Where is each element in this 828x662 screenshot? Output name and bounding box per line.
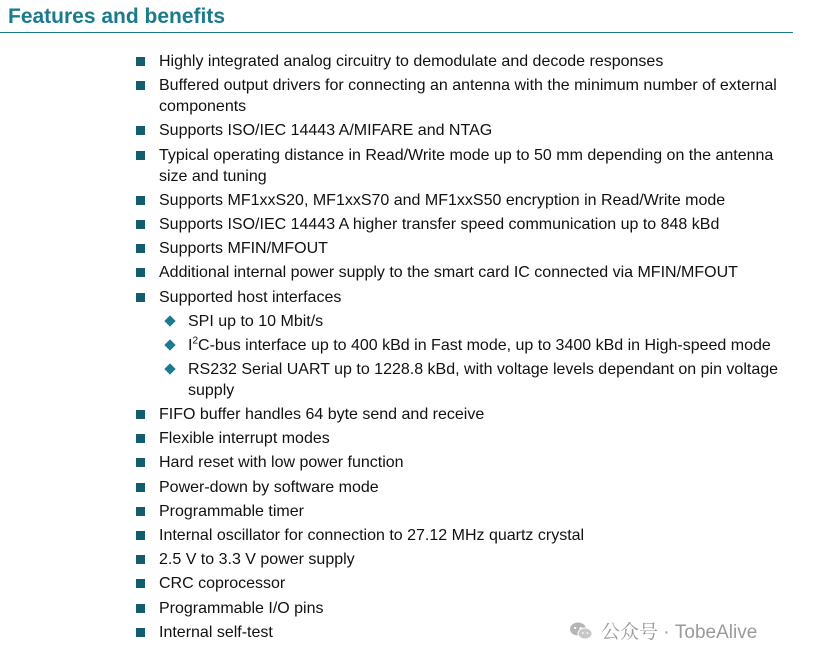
square-bullet-icon — [136, 293, 145, 302]
item-text: Supports ISO/IEC 14443 A/MIFARE and NTAG — [159, 122, 493, 140]
square-bullet-icon — [136, 244, 145, 253]
list-item — [136, 75, 806, 117]
title-divider — [0, 32, 793, 33]
item-text: Buffered output drivers for connecting an antenna with the minimum number of external components — [159, 77, 777, 116]
item-text: Hard reset with low power function — [159, 454, 404, 472]
square-bullet-icon — [136, 57, 145, 66]
list-item — [136, 214, 806, 235]
features-list — [136, 51, 806, 646]
diamond-bullet-icon — [164, 363, 175, 374]
sub-list-item — [163, 359, 806, 401]
sub-list-item — [163, 311, 806, 332]
list-item — [136, 477, 806, 498]
list-item — [136, 262, 806, 283]
square-bullet-icon — [136, 410, 145, 419]
item-text: Internal oscillator for connection to 27.12 MHz quartz crystal — [159, 527, 585, 544]
watermark — [569, 617, 757, 644]
sub-item-text: RS232 Serial UART up to 1228.8 kBd, with voltage levels dependant on pin voltage supply — [188, 360, 779, 399]
wechat-icon — [569, 621, 593, 641]
list-item — [136, 238, 806, 259]
item-text: Highly integrated analog circuitry to demodulate and decode responses — [159, 53, 664, 70]
list-item — [136, 120, 806, 141]
item-text: Supported host interfaces — [159, 288, 342, 306]
list-item — [136, 573, 806, 594]
list-item — [136, 525, 806, 546]
list-item — [136, 501, 806, 522]
list-item — [136, 598, 806, 619]
list-item — [136, 452, 806, 473]
section-title: Features and benefits — [8, 5, 226, 28]
item-text: FIFO buffer handles 64 byte send and receive — [159, 406, 485, 424]
square-bullet-icon — [136, 126, 145, 135]
i2c-rest: C-bus interface up to 400 kBd in Fast mode, up to 3400 kBd in High-speed mode — [198, 336, 771, 354]
item-text: CRC coprocessor — [159, 575, 286, 593]
square-bullet-icon — [136, 220, 145, 229]
square-bullet-icon — [136, 81, 145, 90]
square-bullet-icon — [136, 555, 145, 564]
square-bullet-icon — [136, 151, 145, 160]
list-item — [136, 428, 806, 449]
sub-item-text — [188, 337, 771, 354]
square-bullet-icon — [136, 268, 145, 277]
item-text: Typical operating distance in Read/Write mode up to 50 mm depending on the antenna size and tuning — [159, 146, 774, 185]
host-interfaces-sublist — [159, 311, 806, 401]
list-item-host-interfaces — [136, 287, 806, 401]
square-bullet-icon — [136, 507, 145, 516]
item-text: Supports MFIN/MFOUT — [159, 240, 328, 258]
square-bullet-icon — [136, 628, 145, 637]
square-bullet-icon — [136, 579, 145, 588]
item-text: Programmable timer — [159, 502, 304, 520]
item-text: Additional internal power supply to the smart card IC connected via MFIN/MFOUT — [159, 264, 738, 282]
item-text: 2.5 V to 3.3 V power supply — [159, 551, 355, 569]
list-item — [136, 404, 806, 425]
sub-item-text: SPI up to 10 Mbit/s — [188, 312, 324, 330]
square-bullet-icon — [136, 483, 145, 492]
diamond-bullet-icon — [164, 315, 175, 326]
item-text: Supports MF1xxS20, MF1xxS70 and MF1xxS50 encryption in Read/Write mode — [159, 191, 726, 209]
watermark-text: 公众号 · TobeAlive — [601, 622, 758, 643]
list-item — [136, 145, 806, 187]
i2c-prefix: I — [188, 336, 193, 354]
square-bullet-icon — [136, 196, 145, 205]
diamond-bullet-icon — [164, 339, 175, 350]
square-bullet-icon — [136, 434, 145, 443]
list-item — [136, 549, 806, 570]
item-text: Flexible interrupt modes — [159, 430, 330, 448]
square-bullet-icon — [136, 531, 145, 540]
list-item — [136, 51, 806, 72]
list-item — [136, 190, 806, 211]
square-bullet-icon — [136, 458, 145, 467]
item-text: Programmable I/O pins — [159, 599, 324, 617]
item-text: Internal self-test — [159, 623, 273, 641]
item-text: Power-down by software mode — [159, 478, 379, 496]
sub-list-item — [163, 335, 806, 356]
item-text: Supports ISO/IEC 14443 A higher transfer speed communication up to 848 kBd — [159, 215, 720, 233]
square-bullet-icon — [136, 604, 145, 613]
i2c-superscript: 2 — [192, 335, 199, 347]
